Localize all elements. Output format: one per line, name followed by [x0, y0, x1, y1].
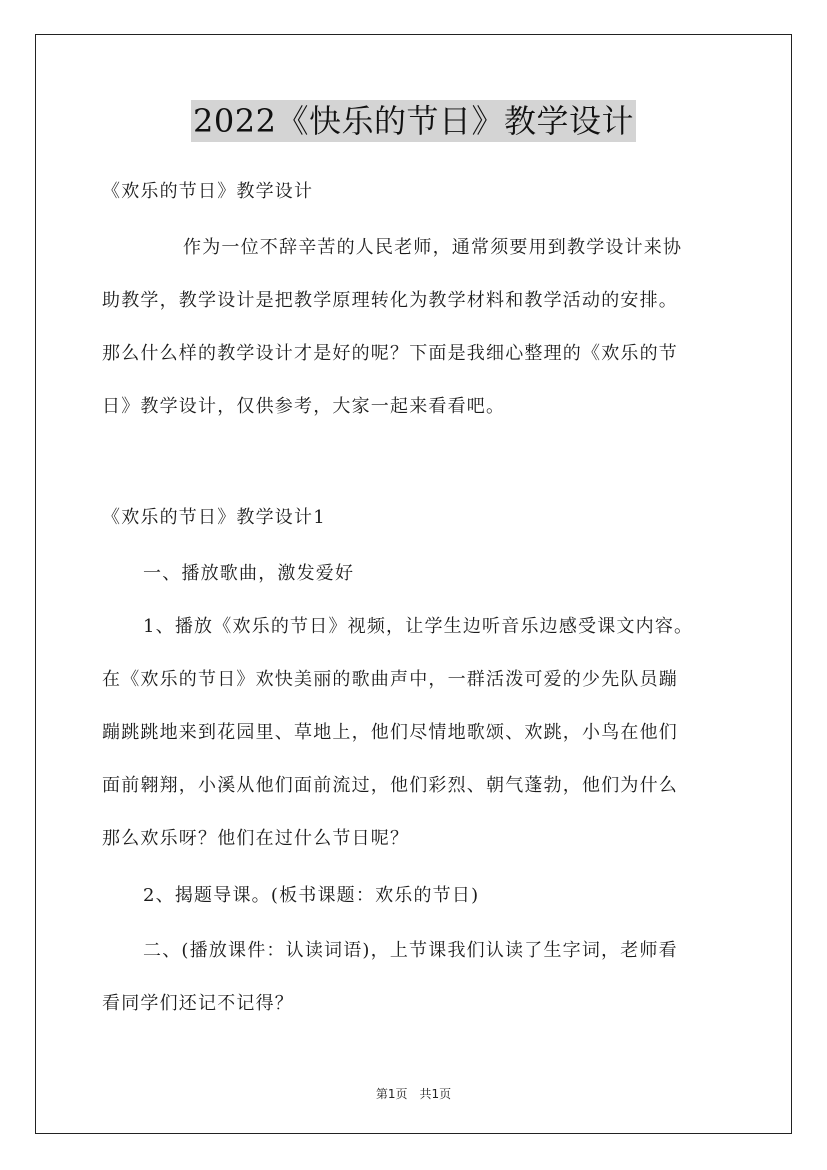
document-title: 2022《快乐的节日》教学设计: [193, 102, 634, 140]
body-line-7: 看同学们还记不记得？: [102, 993, 294, 1014]
page-footer: 第1页 共1页: [375, 1087, 452, 1101]
intro-line-2: 助教学，教学设计是把教学原理转化为教学材料和教学活动的安排。: [102, 290, 678, 311]
step-heading-2: 二、(播放课件：认读词语)，上节课我们认读了生字词，老师看: [143, 940, 678, 961]
body-line-1: 1、播放《欢乐的节日》视频，让学生边听音乐边感受课文内容。: [143, 616, 694, 637]
title-container: [0, 100, 827, 142]
body-line-2: 在《欢乐的节日》欢快美丽的歌曲声中，一群活泼可爱的少先队员蹦: [102, 669, 678, 690]
body-line-3: 蹦跳跳地来到花园里、草地上，他们尽情地歌颂、欢跳，小鸟在他们: [102, 722, 678, 743]
step-heading-1: 一、播放歌曲，激发爱好: [143, 563, 355, 584]
body-line-5: 那么欢乐呀？他们在过什么节日呢？: [102, 828, 410, 849]
body-line-4: 面前翱翔，小溪从他们面前流过，他们彩烈、朝气蓬勃，他们为什么: [102, 775, 678, 796]
intro-line-3: 那么什么样的教学设计才是好的呢？下面是我细心整理的《欢乐的节: [102, 343, 678, 364]
intro-line-1: 作为一位不辞辛苦的人民老师，通常须要用到教学设计来协: [183, 237, 683, 258]
section-heading: 《欢乐的节日》教学设计1: [102, 507, 326, 528]
intro-line-4: 日》教学设计，仅供参考，大家一起来看看吧。: [102, 396, 506, 417]
body-line-6: 2、揭题导课。(板书课题：欢乐的节日): [143, 885, 480, 906]
subtitle-line: 《欢乐的节日》教学设计: [102, 181, 314, 202]
